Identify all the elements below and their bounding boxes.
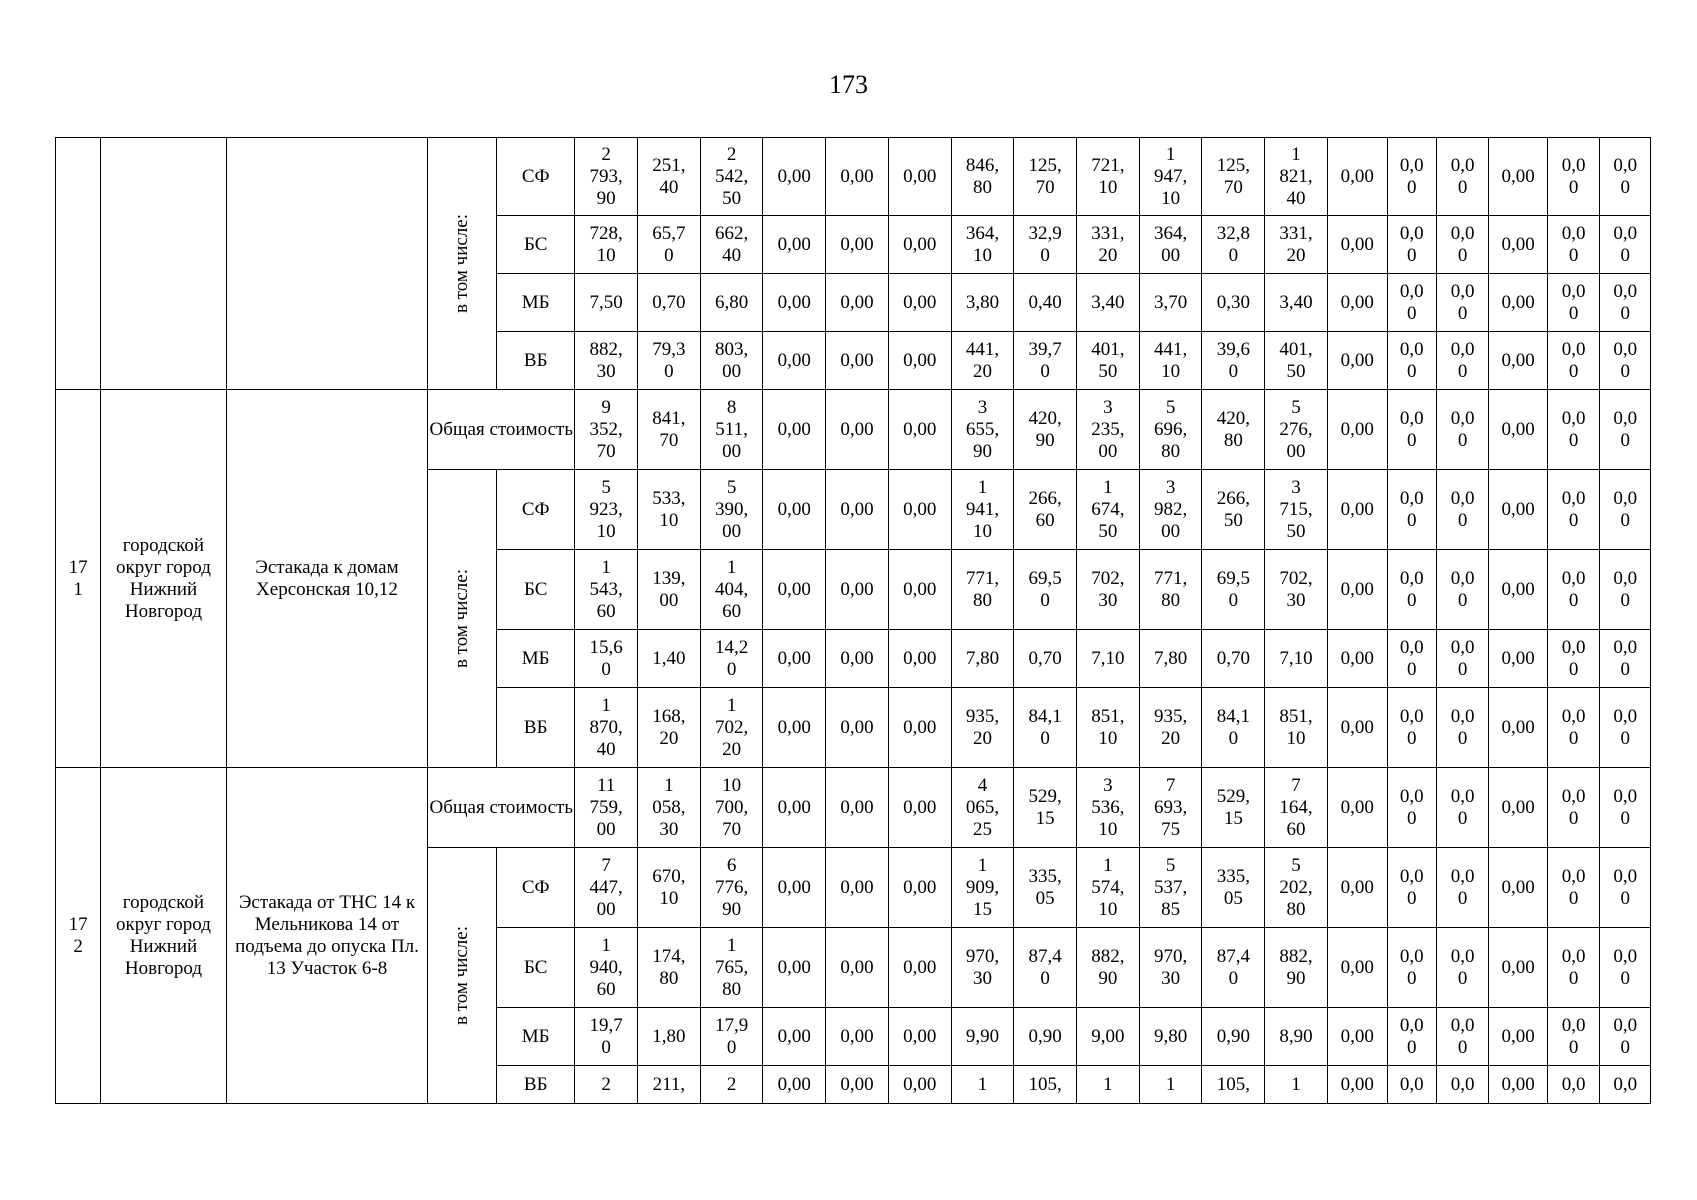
value-cell: 0,0 0: [1436, 928, 1488, 1008]
value-cell: 882, 90: [1077, 928, 1140, 1008]
value-cell: 1 702, 20: [700, 688, 763, 768]
value-cell: 1: [1265, 1066, 1328, 1104]
value-cell: 970, 30: [1139, 928, 1202, 1008]
value-cell: 0,0 0: [1387, 332, 1436, 390]
value-cell: 0,0 0: [1600, 688, 1651, 768]
value-cell: 9,80: [1139, 1008, 1202, 1066]
value-cell: 0,0 0: [1547, 550, 1599, 630]
value-cell: 0,0 0: [1600, 470, 1651, 550]
row-number: [56, 138, 101, 390]
value-cell: 0,00: [826, 138, 889, 216]
value-cell: 0,0 0: [1547, 1008, 1599, 1066]
value-cell: 1 058, 30: [637, 768, 700, 848]
value-cell: 8,90: [1265, 1008, 1328, 1066]
value-cell: 2 793, 90: [575, 138, 638, 216]
object-cell: Эстакада от ТНС 14 к Мельникова 14 от подъема до опуска Пл. 13 Участок 6-8: [226, 768, 428, 1104]
value-cell: 0,00: [763, 928, 826, 1008]
value-cell: 0,00: [1327, 550, 1387, 630]
value-cell: 0,00: [888, 1066, 951, 1104]
value-cell: 331, 20: [1077, 216, 1140, 274]
value-cell: 0,00: [1327, 470, 1387, 550]
value-cell: 0,00: [1327, 768, 1387, 848]
value-cell: 14,2 0: [700, 630, 763, 688]
value-cell: 335, 05: [1202, 848, 1265, 928]
fund-label: БС: [497, 928, 575, 1008]
value-cell: 0,0 0: [1600, 630, 1651, 688]
value-cell: 139, 00: [637, 550, 700, 630]
value-cell: 0,00: [888, 390, 951, 470]
value-cell: 441, 10: [1139, 332, 1202, 390]
value-cell: 3 982, 00: [1139, 470, 1202, 550]
value-cell: 0,0 0: [1436, 768, 1488, 848]
value-cell: 0,00: [888, 332, 951, 390]
value-cell: 1: [951, 1066, 1014, 1104]
value-cell: 0,40: [1014, 274, 1077, 332]
fund-label: МБ: [497, 1008, 575, 1066]
value-cell: 0,00: [826, 688, 889, 768]
value-cell: 935, 20: [1139, 688, 1202, 768]
value-cell: 1: [1077, 1066, 1140, 1104]
value-cell: 935, 20: [951, 688, 1014, 768]
value-cell: 0,00: [1489, 332, 1548, 390]
value-cell: 0,0 0: [1600, 768, 1651, 848]
value-cell: 0,00: [763, 688, 826, 768]
value-cell: 0,00: [1327, 274, 1387, 332]
value-cell: 0,0 0: [1387, 390, 1436, 470]
value-cell: 331, 20: [1265, 216, 1328, 274]
value-cell: 0,0 0: [1436, 848, 1488, 928]
sub-label-cell: [428, 470, 497, 768]
value-cell: 7,10: [1265, 630, 1328, 688]
value-cell: 5 276, 00: [1265, 390, 1328, 470]
value-cell: 0,0 0: [1387, 274, 1436, 332]
value-cell: 0,0 0: [1600, 216, 1651, 274]
fund-label: СФ: [497, 138, 575, 216]
value-cell: 0,00: [826, 1066, 889, 1104]
value-cell: 0,0 0: [1600, 848, 1651, 928]
value-cell: 0,00: [888, 274, 951, 332]
value-cell: 0,00: [826, 1008, 889, 1066]
value-cell: 7 447, 00: [575, 848, 638, 928]
value-cell: 32,9 0: [1014, 216, 1077, 274]
value-cell: 0,0: [1436, 1066, 1488, 1104]
value-cell: 533, 10: [637, 470, 700, 550]
value-cell: 69,5 0: [1014, 550, 1077, 630]
value-cell: 17,9 0: [700, 1008, 763, 1066]
fund-label: СФ: [497, 470, 575, 550]
row-number: 17 2: [56, 768, 101, 1104]
value-cell: 0,0 0: [1387, 550, 1436, 630]
value-cell: 0,0 0: [1387, 470, 1436, 550]
value-cell: 401, 50: [1077, 332, 1140, 390]
value-cell: 1,80: [637, 1008, 700, 1066]
value-cell: 6 776, 90: [700, 848, 763, 928]
value-cell: 728, 10: [575, 216, 638, 274]
value-cell: 0,0 0: [1387, 630, 1436, 688]
value-cell: 1 674, 50: [1077, 470, 1140, 550]
row-number: 17 1: [56, 390, 101, 768]
value-cell: 84,1 0: [1202, 688, 1265, 768]
value-cell: 2: [700, 1066, 763, 1104]
fund-label: БС: [497, 216, 575, 274]
fund-label: ВБ: [497, 332, 575, 390]
value-cell: 0,00: [1489, 470, 1548, 550]
value-cell: 0,0 0: [1600, 332, 1651, 390]
value-cell: 0,00: [1327, 630, 1387, 688]
value-cell: 0,00: [1327, 688, 1387, 768]
value-cell: 0,0 0: [1436, 332, 1488, 390]
total-label: Общая стоимость: [428, 390, 575, 470]
value-cell: 851, 10: [1077, 688, 1140, 768]
value-cell: 0,00: [1327, 390, 1387, 470]
value-cell: 2: [575, 1066, 638, 1104]
value-cell: 0,00: [763, 1008, 826, 1066]
value-cell: 0,0: [1387, 1066, 1436, 1104]
value-cell: 1,40: [637, 630, 700, 688]
value-cell: 0,00: [1489, 550, 1548, 630]
value-cell: 251, 40: [637, 138, 700, 216]
value-cell: 0,00: [763, 274, 826, 332]
value-cell: 0,00: [1327, 138, 1387, 216]
value-cell: 970, 30: [951, 928, 1014, 1008]
value-cell: 0,0 0: [1547, 274, 1599, 332]
value-cell: 1 940, 60: [575, 928, 638, 1008]
value-cell: 39,6 0: [1202, 332, 1265, 390]
value-cell: 882, 90: [1265, 928, 1328, 1008]
value-cell: 0,0 0: [1436, 470, 1488, 550]
object-cell: Эстакада к домам Херсонская 10,12: [226, 390, 428, 768]
value-cell: 8 511, 00: [700, 390, 763, 470]
value-cell: 0,70: [637, 274, 700, 332]
value-cell: 0,00: [826, 390, 889, 470]
value-cell: 0,0 0: [1547, 928, 1599, 1008]
municipality-cell: городской округ город Нижний Новгород: [101, 390, 226, 768]
value-cell: 65,7 0: [637, 216, 700, 274]
value-cell: 0,0 0: [1436, 630, 1488, 688]
value-cell: 1 404, 60: [700, 550, 763, 630]
value-cell: 3 655, 90: [951, 390, 1014, 470]
value-cell: 2 542, 50: [700, 138, 763, 216]
value-cell: 851, 10: [1265, 688, 1328, 768]
value-cell: 0,00: [1489, 928, 1548, 1008]
value-cell: 0,0 0: [1547, 470, 1599, 550]
value-cell: 0,0 0: [1600, 274, 1651, 332]
value-cell: 841, 70: [637, 390, 700, 470]
value-cell: 7,80: [951, 630, 1014, 688]
value-cell: 6,80: [700, 274, 763, 332]
sub-label-cell: [428, 138, 497, 390]
value-cell: 105,: [1202, 1066, 1265, 1104]
fund-label: СФ: [497, 848, 575, 928]
value-cell: 0,00: [1489, 630, 1548, 688]
value-cell: 7 693, 75: [1139, 768, 1202, 848]
value-cell: 125, 70: [1202, 138, 1265, 216]
value-cell: 0,00: [826, 216, 889, 274]
value-cell: 0,00: [826, 630, 889, 688]
value-cell: 0,70: [1014, 630, 1077, 688]
value-cell: 882, 30: [575, 332, 638, 390]
value-cell: 771, 80: [1139, 550, 1202, 630]
value-cell: 441, 20: [951, 332, 1014, 390]
value-cell: 0,00: [888, 470, 951, 550]
fund-label: БС: [497, 550, 575, 630]
value-cell: 0,00: [888, 138, 951, 216]
value-cell: 0,00: [763, 138, 826, 216]
value-cell: 1 574, 10: [1077, 848, 1140, 928]
value-cell: 0,0 0: [1600, 1008, 1651, 1066]
value-cell: 0,00: [763, 216, 826, 274]
value-cell: 9,90: [951, 1008, 1014, 1066]
value-cell: 1 947, 10: [1139, 138, 1202, 216]
value-cell: 0,00: [826, 470, 889, 550]
value-cell: 0,00: [888, 1008, 951, 1066]
value-cell: 266, 60: [1014, 470, 1077, 550]
value-cell: 10 700, 70: [700, 768, 763, 848]
value-cell: 0,00: [1489, 768, 1548, 848]
value-cell: 5 696, 80: [1139, 390, 1202, 470]
value-cell: 0,70: [1202, 630, 1265, 688]
value-cell: 3 715, 50: [1265, 470, 1328, 550]
value-cell: 7,10: [1077, 630, 1140, 688]
value-cell: 105,: [1014, 1066, 1077, 1104]
value-cell: 84,1 0: [1014, 688, 1077, 768]
value-cell: 79,3 0: [637, 332, 700, 390]
value-cell: 0,00: [1489, 1066, 1548, 1104]
value-cell: 3 536, 10: [1077, 768, 1140, 848]
fund-label: ВБ: [497, 688, 575, 768]
value-cell: 0,00: [763, 470, 826, 550]
fund-label: МБ: [497, 630, 575, 688]
value-cell: 401, 50: [1265, 332, 1328, 390]
value-cell: 846, 80: [951, 138, 1014, 216]
table-row-total: [56, 768, 1651, 848]
total-label: Общая стоимость: [428, 768, 575, 848]
value-cell: 0,00: [888, 550, 951, 630]
table-row-total: [56, 390, 1651, 470]
value-cell: 11 759, 00: [575, 768, 638, 848]
value-cell: 670, 10: [637, 848, 700, 928]
sub-label: в том числе:: [451, 213, 473, 314]
page-number: 173: [829, 70, 868, 99]
value-cell: 0,00: [888, 848, 951, 928]
value-cell: 0,0 0: [1436, 216, 1488, 274]
value-cell: 0,0 0: [1547, 138, 1599, 216]
value-cell: 0,0 0: [1600, 390, 1651, 470]
value-cell: 9 352, 70: [575, 390, 638, 470]
value-cell: 0,0 0: [1547, 216, 1599, 274]
value-cell: 529, 15: [1202, 768, 1265, 848]
sub-label-cell: [428, 848, 497, 1104]
value-cell: 0,0: [1547, 1066, 1599, 1104]
value-cell: 0,00: [888, 630, 951, 688]
value-cell: 0,00: [1327, 216, 1387, 274]
sub-label: в том числе:: [451, 925, 473, 1026]
value-cell: 1: [1139, 1066, 1202, 1104]
budget-table: [55, 137, 1651, 1104]
value-cell: 7,50: [575, 274, 638, 332]
value-cell: 168, 20: [637, 688, 700, 768]
value-cell: 0,0 0: [1436, 274, 1488, 332]
value-cell: 5 390, 00: [700, 470, 763, 550]
value-cell: 0,00: [826, 928, 889, 1008]
value-cell: 69,5 0: [1202, 550, 1265, 630]
value-cell: 0,00: [1489, 216, 1548, 274]
value-cell: 87,4 0: [1014, 928, 1077, 1008]
value-cell: 0,00: [763, 332, 826, 390]
value-cell: 0,0 0: [1547, 630, 1599, 688]
value-cell: 0,00: [1327, 1066, 1387, 1104]
value-cell: 5 537, 85: [1139, 848, 1202, 928]
value-cell: 1 941, 10: [951, 470, 1014, 550]
value-cell: 1 870, 40: [575, 688, 638, 768]
value-cell: 0,0 0: [1436, 550, 1488, 630]
value-cell: 0,00: [888, 768, 951, 848]
municipality-cell: городской округ город Нижний Новгород: [101, 768, 226, 1104]
value-cell: 0,00: [1489, 848, 1548, 928]
value-cell: 0,00: [1489, 274, 1548, 332]
value-cell: 266, 50: [1202, 470, 1265, 550]
value-cell: 335, 05: [1014, 848, 1077, 928]
value-cell: 529, 15: [1014, 768, 1077, 848]
value-cell: 702, 30: [1077, 550, 1140, 630]
value-cell: 5 202, 80: [1265, 848, 1328, 928]
value-cell: 0,00: [1489, 688, 1548, 768]
value-cell: 0,0 0: [1436, 390, 1488, 470]
value-cell: 0,00: [763, 848, 826, 928]
object-cell: [226, 138, 428, 390]
value-cell: 0,90: [1202, 1008, 1265, 1066]
value-cell: 0,0 0: [1387, 216, 1436, 274]
value-cell: 32,8 0: [1202, 216, 1265, 274]
value-cell: 0,00: [763, 390, 826, 470]
value-cell: 0,00: [763, 550, 826, 630]
value-cell: 0,00: [763, 630, 826, 688]
value-cell: 0,00: [826, 550, 889, 630]
value-cell: 0,00: [1489, 1008, 1548, 1066]
value-cell: 0,00: [1327, 848, 1387, 928]
value-cell: 0,0 0: [1436, 1008, 1488, 1066]
table-row: [56, 138, 1651, 216]
fund-label: МБ: [497, 274, 575, 332]
value-cell: 0,00: [763, 1066, 826, 1104]
value-cell: 803, 00: [700, 332, 763, 390]
value-cell: 0,0 0: [1387, 928, 1436, 1008]
value-cell: 39,7 0: [1014, 332, 1077, 390]
value-cell: 125, 70: [1014, 138, 1077, 216]
value-cell: 0,0 0: [1436, 138, 1488, 216]
value-cell: 0,00: [1489, 138, 1548, 216]
value-cell: 7 164, 60: [1265, 768, 1328, 848]
value-cell: 0,00: [826, 274, 889, 332]
value-cell: 364, 10: [951, 216, 1014, 274]
value-cell: 420, 80: [1202, 390, 1265, 470]
value-cell: 0,0 0: [1600, 550, 1651, 630]
value-cell: 0,00: [826, 332, 889, 390]
value-cell: 15,6 0: [575, 630, 638, 688]
value-cell: 0,00: [1327, 1008, 1387, 1066]
value-cell: 0,00: [1327, 928, 1387, 1008]
value-cell: 1 821, 40: [1265, 138, 1328, 216]
value-cell: 702, 30: [1265, 550, 1328, 630]
value-cell: 0,00: [826, 768, 889, 848]
value-cell: 0,0 0: [1547, 688, 1599, 768]
value-cell: 0,00: [888, 928, 951, 1008]
fund-label: ВБ: [497, 1066, 575, 1104]
municipality-cell: [101, 138, 226, 390]
value-cell: 0,0 0: [1547, 768, 1599, 848]
value-cell: 0,0 0: [1436, 688, 1488, 768]
value-cell: 7,80: [1139, 630, 1202, 688]
value-cell: 0,90: [1014, 1008, 1077, 1066]
value-cell: 0,30: [1202, 274, 1265, 332]
value-cell: 0,00: [1327, 332, 1387, 390]
value-cell: 364, 00: [1139, 216, 1202, 274]
sub-label: в том числе:: [451, 568, 473, 669]
value-cell: 3 235, 00: [1077, 390, 1140, 470]
value-cell: 5 923, 10: [575, 470, 638, 550]
value-cell: 0,0: [1600, 1066, 1651, 1104]
value-cell: 1 909, 15: [951, 848, 1014, 928]
value-cell: 0,0 0: [1387, 1008, 1436, 1066]
value-cell: 0,0 0: [1547, 332, 1599, 390]
value-cell: 420, 90: [1014, 390, 1077, 470]
value-cell: 211,: [637, 1066, 700, 1104]
value-cell: 3,40: [1077, 274, 1140, 332]
value-cell: 3,80: [951, 274, 1014, 332]
value-cell: 19,7 0: [575, 1008, 638, 1066]
value-cell: 0,00: [826, 848, 889, 928]
value-cell: 0,00: [763, 768, 826, 848]
value-cell: 0,0 0: [1600, 928, 1651, 1008]
value-cell: 174, 80: [637, 928, 700, 1008]
value-cell: 0,00: [1489, 390, 1548, 470]
value-cell: 0,00: [888, 216, 951, 274]
value-cell: 3,40: [1265, 274, 1328, 332]
value-cell: 3,70: [1139, 274, 1202, 332]
value-cell: 0,0 0: [1387, 138, 1436, 216]
value-cell: 0,0 0: [1600, 138, 1651, 216]
value-cell: 0,0 0: [1547, 390, 1599, 470]
value-cell: 0,0 0: [1547, 848, 1599, 928]
value-cell: 662, 40: [700, 216, 763, 274]
value-cell: 1 543, 60: [575, 550, 638, 630]
value-cell: 721, 10: [1077, 138, 1140, 216]
value-cell: 0,0 0: [1387, 688, 1436, 768]
value-cell: 0,00: [888, 688, 951, 768]
value-cell: 1 765, 80: [700, 928, 763, 1008]
value-cell: 771, 80: [951, 550, 1014, 630]
value-cell: 0,0 0: [1387, 768, 1436, 848]
value-cell: 9,00: [1077, 1008, 1140, 1066]
value-cell: 0,0 0: [1387, 848, 1436, 928]
value-cell: 4 065, 25: [951, 768, 1014, 848]
value-cell: 87,4 0: [1202, 928, 1265, 1008]
